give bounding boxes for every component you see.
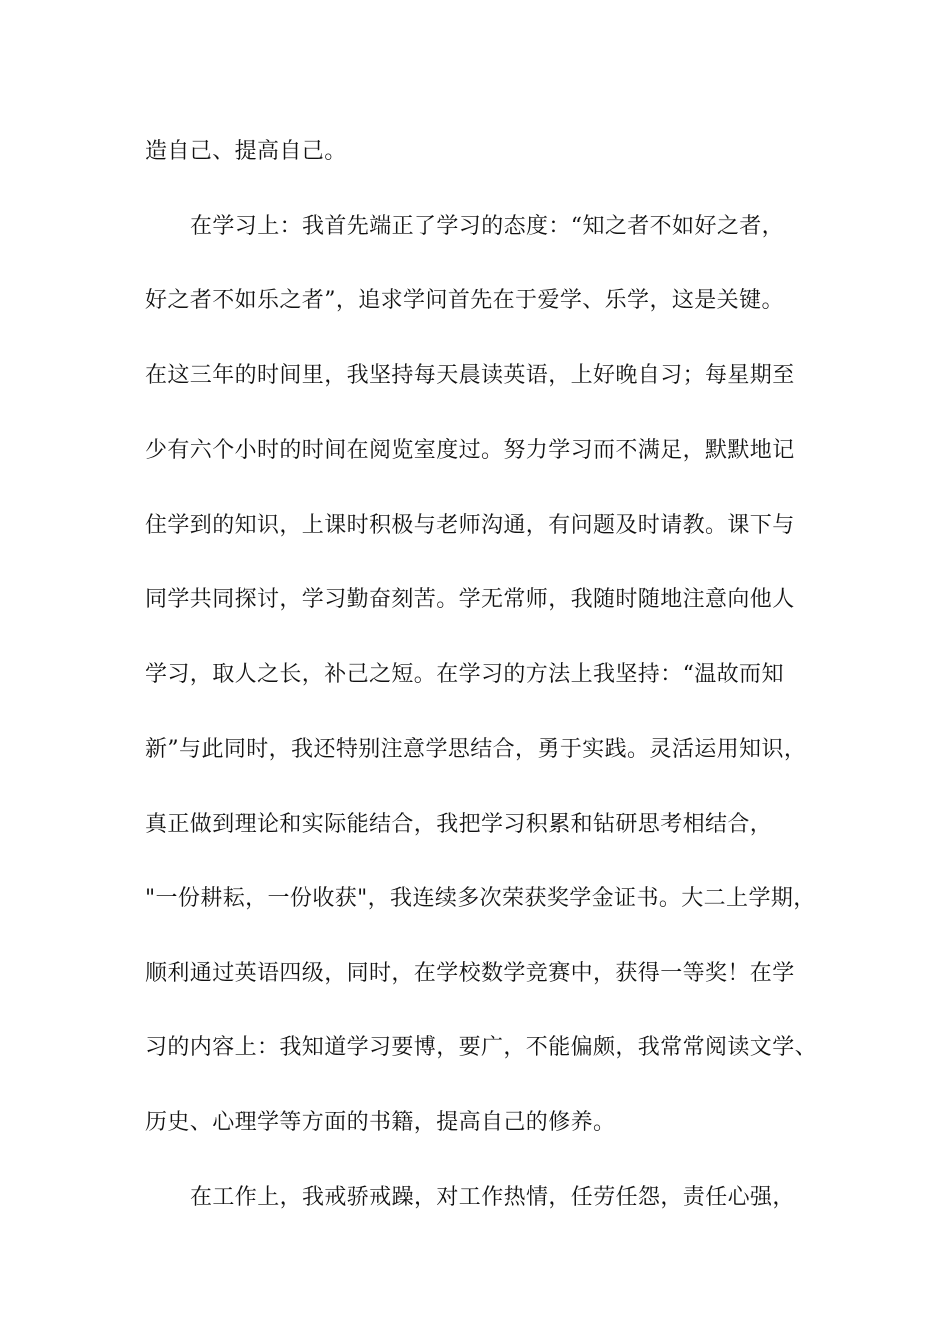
text-line: 真正做到理论和实际能结合，我把学习积累和钻研思考相结合，: [145, 812, 773, 837]
text-line: 造自己、提高自己。: [145, 139, 347, 164]
text-line: 同学共同探讨，学习勤奋刻苦。学无常师，我随时随地注意向他人: [145, 587, 795, 612]
text-line: "一份耕耘，一份收获"，我连续多次荣获奖学金证书。大二上学期，: [145, 886, 816, 911]
paragraph-start-line: 在工作上，我戒骄戒躁，对工作热情，任劳任怨，责任心强，: [190, 1185, 795, 1210]
paragraph-start-line: 在学习上：我首先端正了学习的态度：“知之者不如好之者，: [190, 214, 785, 239]
text-line: 住学到的知识，上课时积极与老师沟通，有问题及时请教。课下与: [145, 513, 795, 538]
text-line: 少有六个小时的时间在阅览室度过。努力学习而不满足，默默地记: [145, 438, 795, 463]
text-line: 在这三年的时间里，我坚持每天晨读英语，上好晚自习；每星期至: [145, 363, 795, 388]
text-line: 顺利通过英语四级，同时，在学校数学竞赛中，获得一等奖！在学: [145, 961, 795, 986]
text-line: 好之者不如乐之者”，追求学问首先在于爱学、乐学，这是关键。: [145, 288, 784, 313]
text-line: 历史、心理学等方面的书籍，提高自己的修养。: [145, 1110, 616, 1135]
text-line: 学习，取人之长，补己之短。在学习的方法上我坚持：“温故而知: [145, 662, 784, 687]
text-line: 习的内容上：我知道学习要博，要广，不能偏颇，我常常阅读文学、: [145, 1035, 818, 1060]
text-line: 新”与此同时，我还特别注意学思结合，勇于实践。灵活运用知识，: [145, 737, 807, 762]
